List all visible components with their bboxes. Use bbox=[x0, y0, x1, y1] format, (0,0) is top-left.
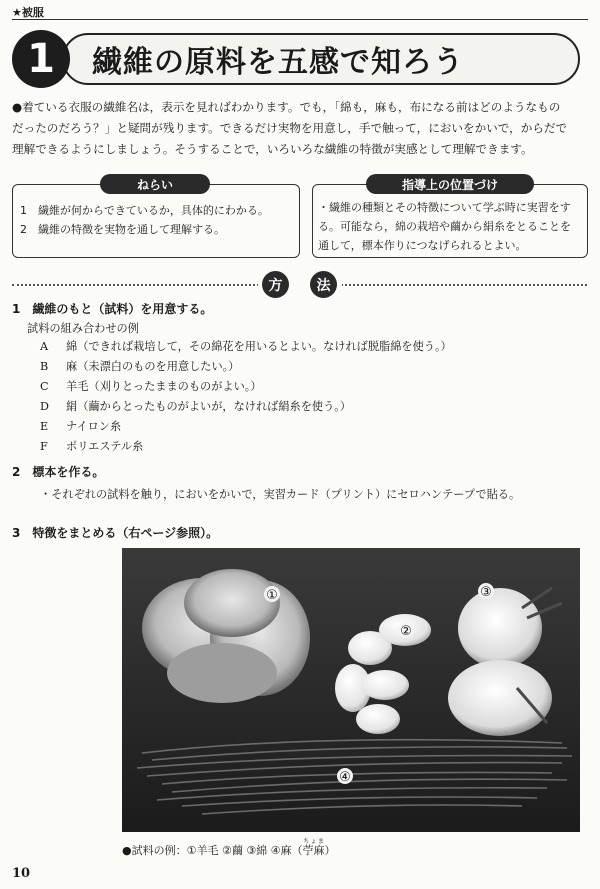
photo-label-4: ④ bbox=[339, 770, 351, 785]
fiber-samples-photo bbox=[122, 548, 580, 832]
photo-label-3: ③ bbox=[480, 585, 492, 600]
photo-illustration bbox=[122, 548, 580, 832]
aim-item: 1 繊維が何からできているか，具体的にわかる。 bbox=[20, 204, 269, 217]
lesson-title: 繊維の原料を五感で知ろう bbox=[62, 33, 580, 85]
aims-list bbox=[20, 201, 295, 239]
sample-item bbox=[40, 338, 452, 354]
header-rule bbox=[12, 19, 588, 20]
sample-letter: E bbox=[40, 420, 49, 433]
sample-text: 綿（できれば栽培して，その綿花を用いるとよい。なければ脱脂綿を使う。） bbox=[66, 340, 452, 353]
caption-ramie bbox=[302, 838, 325, 857]
method-char-1: 方 bbox=[262, 271, 289, 298]
photo-caption bbox=[122, 838, 336, 858]
section-tag: ★被服 bbox=[12, 6, 44, 19]
step3-heading: 3 特徴をまとめる（右ページ参照）。 bbox=[12, 526, 219, 540]
sample-text: 羊毛（刈りとったままのものがよい。） bbox=[66, 380, 262, 393]
page-number: 10 bbox=[12, 866, 31, 881]
sample-item bbox=[40, 358, 239, 374]
sample-letter: F bbox=[40, 440, 48, 453]
ramie-ruby: ちょま bbox=[302, 838, 325, 845]
intro-paragraph bbox=[12, 97, 587, 160]
position-text bbox=[318, 198, 586, 255]
position-label: 指導上の位置づけ bbox=[366, 174, 534, 194]
sample-item bbox=[40, 418, 121, 434]
sample-letter: A bbox=[40, 340, 49, 353]
step1-heading: 1 繊維のもと（試料）を用意する。 bbox=[12, 302, 213, 316]
method-char-2: 法 bbox=[310, 271, 337, 298]
sample-letter: B bbox=[40, 360, 49, 373]
sample-text: ポリエステル糸 bbox=[66, 440, 144, 453]
sample-letter: D bbox=[40, 400, 49, 413]
sample-text: 絹（繭からとったものがよいが，なければ絹糸を使う。） bbox=[66, 400, 352, 413]
aims-label: ねらい bbox=[100, 174, 210, 194]
sample-item bbox=[40, 378, 262, 394]
position-line: る。可能なら，綿の栽培や繭から絹糸をとることを bbox=[318, 220, 571, 233]
caption-text: ●試料の例：①羊毛 ②繭 ③綿 ④麻（ bbox=[122, 844, 303, 857]
sample-letter: C bbox=[40, 380, 49, 393]
sample-item bbox=[40, 438, 143, 454]
sample-text: ナイロン糸 bbox=[66, 420, 122, 433]
ramie-kanji: 苧麻 bbox=[302, 844, 325, 857]
photo-label-2: ② bbox=[400, 624, 412, 639]
photo-label-1: ① bbox=[266, 588, 278, 603]
intro-line: ●着ている衣服の繊維名は，表示を見ればわかります。でも，「綿も，麻も，布になる前はどのようなもの bbox=[12, 100, 561, 114]
step2-heading: 2 標本を作る。 bbox=[12, 465, 105, 479]
intro-line: だったのだろう？」と疑問が残ります。できるだけ実物を用意し，手で触って，においをかいで，からだで bbox=[12, 121, 568, 135]
intro-line: 理解できるようにしましょう。そうすることで，いろいろな繊維の特徴が実感として理解できます。 bbox=[12, 142, 533, 156]
position-line: ・繊維の種類とその特徴について学ぶ時に実習をす bbox=[318, 201, 571, 214]
step2-text: ・それぞれの試料を触り，においをかいで，実習カード（プリント）にセロハンテープで貼る。 bbox=[40, 488, 521, 501]
caption-close: ） bbox=[324, 844, 336, 857]
lesson-number: 1 bbox=[12, 30, 70, 88]
step1-subheading: 試料の組み合わせの例 bbox=[27, 322, 139, 335]
aim-item: 2 繊維の特徴を実物を通して理解する。 bbox=[20, 223, 225, 236]
sample-text: 麻（未漂白のものを用意したい。） bbox=[66, 360, 240, 373]
sample-item bbox=[40, 398, 351, 414]
position-line: 通して，標本作りにつなげられるとよい。 bbox=[318, 239, 527, 252]
